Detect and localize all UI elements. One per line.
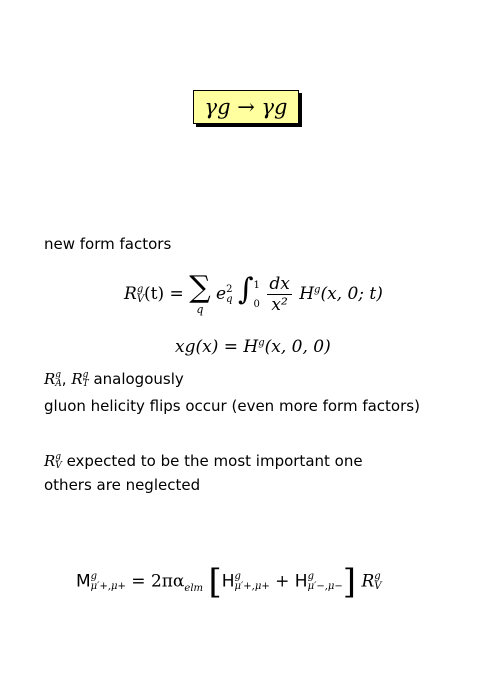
equation-rv [124, 272, 383, 316]
eq3-h2-sup: g [307, 571, 314, 582]
eq3-h1-sup: g [234, 571, 241, 582]
eq2-sup: g [258, 337, 265, 349]
eq3-h1-sub: μ′+,μ+ [234, 581, 270, 592]
frac-numerator: dx [269, 274, 290, 294]
eq3-r-sub: V [374, 581, 382, 592]
title-text: γg → γg [204, 95, 288, 119]
eq3-r-sup: g [374, 571, 381, 582]
eq3-m: M [76, 571, 91, 592]
eq1-lhs: R [124, 284, 137, 304]
eq1-e: e [216, 284, 227, 304]
eq1-lhs-arg: (t) = [144, 284, 184, 304]
eq3-elm: elm [184, 582, 204, 594]
ra-sup: g [55, 369, 62, 380]
sum-subscript: q [196, 303, 204, 316]
fraction-dx-x2 [267, 274, 291, 315]
eq1-e-sub: q [226, 293, 233, 305]
rv-sub: V [55, 460, 62, 471]
text-expected-important [44, 452, 363, 471]
left-bracket: [ [208, 562, 222, 602]
rv-sup: g [55, 451, 62, 462]
separator: , [61, 370, 67, 388]
eq1-h-arg: (x, 0; t) [320, 284, 383, 304]
right-bracket: ] [342, 562, 357, 602]
sum-symbol: ∑ [189, 270, 211, 305]
eq1-lhs-sup: g [136, 283, 144, 295]
eq3-h2: H [294, 571, 308, 592]
integral-upper: 1 [253, 279, 260, 291]
eq1-h-sup: g [314, 284, 321, 296]
eq3-r: R [361, 571, 375, 592]
equation-amplitude [76, 562, 382, 602]
text-new-form-factors: new form factors [44, 235, 172, 253]
text-helicity-flips: gluon helicity flips occur (even more form factors) [44, 397, 420, 415]
rv: R [44, 452, 56, 470]
rt-sub: T [82, 378, 89, 389]
eq3-eq: = 2πα [125, 571, 185, 592]
eq3-m-sup: g [90, 571, 98, 582]
eq1-e-sup: 2 [226, 283, 233, 295]
ra-sub: A [55, 378, 62, 389]
slide-title [193, 90, 299, 124]
analogously-text: analogously [88, 370, 184, 388]
eq2-arg: (x, 0, 0) [264, 337, 331, 357]
ra: R [44, 370, 56, 388]
eq3-h2-sub: μ′−,μ− [307, 581, 343, 592]
text-others-neglected: others are neglected [44, 476, 201, 494]
eq3-plus: + [269, 571, 295, 592]
integral-symbol: ∫ [237, 272, 254, 307]
eq2-lhs: xg(x) = H [175, 337, 259, 357]
expected-text: expected to be the most important one [61, 452, 363, 470]
rt-sup: g [82, 369, 89, 380]
eq1-h: H [299, 284, 315, 304]
text-analogously [44, 370, 184, 389]
integral-lower: 0 [253, 298, 260, 310]
eq3-h1: H [221, 571, 235, 592]
eq1-lhs-sub: V [136, 293, 145, 305]
eq3-m-sub: μ′+,μ+ [90, 581, 126, 592]
rt: R [71, 370, 83, 388]
frac-denominator: x² [271, 295, 288, 315]
equation-xg [175, 337, 331, 357]
